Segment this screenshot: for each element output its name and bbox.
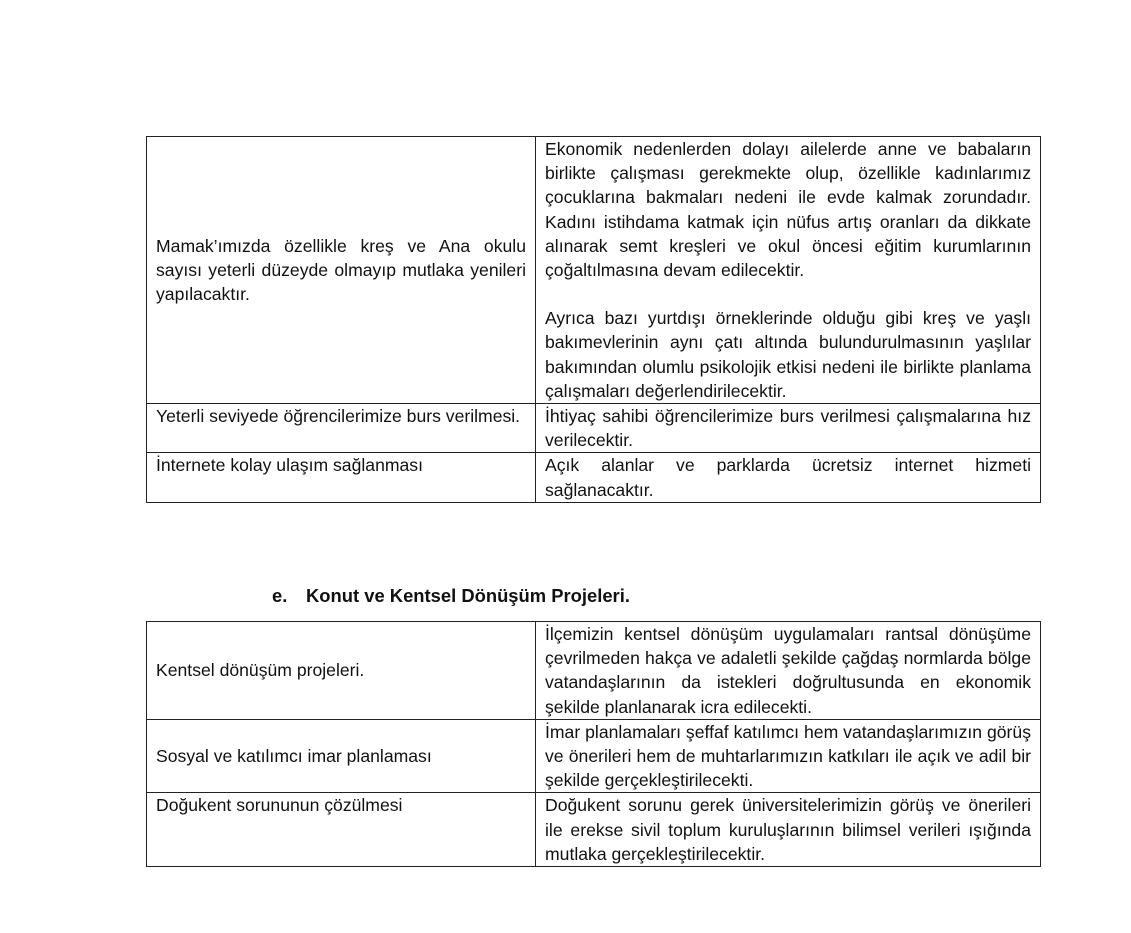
issue-cell: Mamak’ımızda özellikle kreş ve Ana okulu sayısı yeterli düzeyde olmayıp mutlaka yenileri yapılacaktır. bbox=[147, 137, 536, 404]
solution-cell bbox=[536, 404, 1041, 453]
table-row bbox=[147, 404, 1041, 453]
table-row bbox=[147, 719, 1041, 793]
section-title: Konut ve Kentsel Dönüşüm Projeleri. bbox=[306, 585, 630, 606]
issue-cell: İnternete kolay ulaşım sağlanması bbox=[147, 453, 536, 502]
solution-paragraph: Ekonomik nedenlerden dolayı ailelerde anne ve babaların birlikte çalışması gerekmekte olup, özellikle kadınlarımız çocuklarına bakmaları nedeni ile evde kalmak zorundadır. Kadını istihdama katmak için nüfus artış oranları da dikkate alınarak semt kreşleri ve okul öncesi eğitim kurumlarının çoğaltılmasına devam edilecektir. bbox=[545, 139, 1031, 281]
issue-cell: Sosyal ve katılımcı imar planlaması bbox=[147, 719, 536, 793]
goals-table-housing bbox=[146, 621, 1041, 867]
solution-paragraph: Doğukent sorunu gerek üniversitelerimizin görüş ve önerileri ile erekse sivil toplum kuruluşlarının bilimsel verileri ışığında mutlaka gerçekleştirilecektir. bbox=[545, 795, 1031, 864]
solution-paragraph: İhtiyaç sahibi öğrencilerimize burs verilmesi çalışmalarına hız verilecektir. bbox=[545, 406, 1031, 451]
solution-paragraph: Açık alanlar ve parklarda ücretsiz internet hizmeti sağlanacaktır. bbox=[545, 455, 1031, 500]
solution-cell bbox=[536, 137, 1041, 404]
solution-paragraph: Ayrıca bazı yurtdışı örneklerinde olduğu gibi kreş ve yaşlı bakımevlerinin aynı çatı altında bulundurulmasının yaşlılar bakımından olumlu psikolojik etkisi nedeni ile birlikte planlama çalışmaları değerlendirilecektir. bbox=[545, 308, 1031, 401]
issue-cell: Doğukent sorununun çözülmesi bbox=[147, 793, 536, 867]
solution-paragraph: İlçemizin kentsel dönüşüm uygulamaları rantsal dönüşüme çevrilmeden hakça ve adaletli şekilde çağdaş normlarda bölge vatandaşlarının da istekleri doğrultusunda en ekonomik şekilde planlanarak icra edilecekti. bbox=[545, 624, 1031, 717]
solution-cell bbox=[536, 622, 1041, 720]
goals-table-education bbox=[146, 136, 1041, 503]
solution-cell bbox=[536, 719, 1041, 793]
table-row bbox=[147, 137, 1041, 404]
issue-cell: Yeterli seviyede öğrencilerimize burs verilmesi. bbox=[147, 404, 536, 453]
table-row bbox=[147, 793, 1041, 867]
solution-cell bbox=[536, 453, 1041, 502]
section-heading bbox=[272, 584, 630, 608]
section-number: e. bbox=[272, 585, 288, 606]
solution-paragraph: İmar planlamaları şeffaf katılımcı hem vatandaşlarımızın görüş ve önerileri hem de muhtarlarımızın katkıları ile açık ve adil bir şekilde gerçekleştirilecekti. bbox=[545, 721, 1031, 791]
solution-cell bbox=[536, 793, 1041, 867]
table-row bbox=[147, 622, 1041, 720]
issue-cell: Kentsel dönüşüm projeleri. bbox=[147, 622, 536, 720]
table-row bbox=[147, 453, 1041, 502]
